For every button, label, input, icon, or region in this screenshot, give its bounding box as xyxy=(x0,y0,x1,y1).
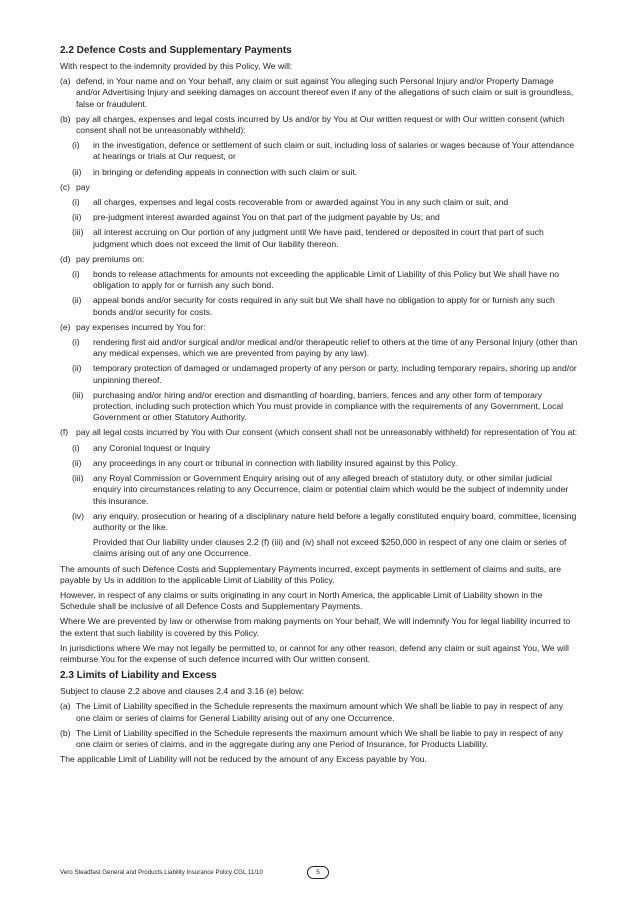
clause-label: (a) xyxy=(60,701,71,712)
subclause xyxy=(72,140,578,162)
clause-c-subitems xyxy=(72,197,578,250)
page-footer xyxy=(60,866,580,880)
paragraph: The amounts of such Defence Costs and Supplementary Payments incurred, except payments in settlement of claims and suits, are payable by Us in addition to the applicable Limit of Liability of this Policy. xyxy=(60,563,562,585)
subclause xyxy=(72,443,578,454)
clause-e xyxy=(60,322,578,333)
subclause xyxy=(72,227,578,249)
subclause-text: any enquiry, prosecution or hearing of a disciplinary nature held before a legally constituted enquiry board, committee, licensing authority or the like. xyxy=(93,510,577,532)
subclause xyxy=(72,511,578,533)
clause-label: (d) xyxy=(60,253,71,264)
subclause xyxy=(72,269,578,291)
clause-a xyxy=(60,76,578,110)
subclause-label: (i) xyxy=(72,197,80,208)
subclause-text: appeal bonds and/or security for costs required in any suit but We shall have no obligation to apply for or furnish any such bonds and/or security for costs. xyxy=(93,295,555,317)
subclause-label: (iii) xyxy=(72,473,84,484)
paragraph: In jurisdictions where We may not legally be permitted to, or cannot for any other reason, defend any claim or suit against You, We will reimburse You for the expense of such defence incurred with Our written consent. xyxy=(60,642,569,664)
clause-text: pay premiums on: xyxy=(76,253,145,264)
subclause-label: (i) xyxy=(72,140,80,151)
clause-text: defend, in Your name and on Your behalf, any claim or suit against You alleging such Personal Injury and/or Property Damage and/or Advertising Injury and seeking damages on account thereof even if any of the allegations of such claim or suit is groundless, false or fraudulent. xyxy=(76,76,574,109)
subclause-text: in the investigation, defence or settlement of such claim or suit, including loss of salaries or wages because of Your attendance at hearings or trials at Our request, or xyxy=(93,140,575,162)
clause-text: pay all charges, expenses and legal costs incurred by Us and/or by You at Our written request or with Our written consent (which consent shall not be unreasonably withheld): xyxy=(76,113,565,136)
subclause-text: purchasing and/or hiring and/or erection and dismantling of hoarding, barriers, fences and any other form of temporary protection, including such protection which You must provide in compliance with the requirements of any Government, Local Government or other Statutory Authority. xyxy=(93,389,564,423)
clause-d-subitems xyxy=(72,269,578,318)
clause-label: (b) xyxy=(60,727,71,738)
paragraph: The applicable Limit of Liability will not be reduced by the amount of any Excess payable by You. xyxy=(60,754,427,765)
clause-b xyxy=(60,114,578,136)
subclause xyxy=(72,167,578,178)
subclause-label: (i) xyxy=(72,337,80,348)
section-heading-2-3: 2.3 Limits of Liability and Excess xyxy=(60,670,217,682)
subclause-text: all charges, expenses and legal costs recoverable from or awarded against You in any such claim or suit, and xyxy=(93,197,509,208)
clause-a xyxy=(60,701,578,723)
subclause-label: (ii) xyxy=(72,212,82,223)
clause-text: The Limit of Liability specified in the Schedule represents the maximum amount which We shall be liable to pay in respect of any one claim or series of claims, and in the aggregate during any one Period of Insurance, for Products Liability. xyxy=(76,727,564,749)
subclause xyxy=(72,295,578,317)
clause-label: (c) xyxy=(60,181,71,192)
clause-text: pay expenses incurred by You for: xyxy=(76,321,206,332)
subclause-text: temporary protection of damaged or undamaged property of any person or party, including temporary repairs, shoring up and/or unpinning thereof. xyxy=(93,363,577,385)
clause-text: The Limit of Liability specified in the Schedule represents the maximum amount which We shall be liable to pay in respect of any one claim or series of claims for General Liability arising out of any one Occurrence. xyxy=(76,701,564,723)
clause-b xyxy=(60,728,578,750)
clause-f xyxy=(60,427,578,438)
subclause xyxy=(72,337,578,359)
clause-label: (a) xyxy=(60,76,71,87)
section-heading-2-2: 2.2 Defence Costs and Supplementary Payments xyxy=(60,45,292,56)
page-number: 5 xyxy=(307,866,329,879)
footer-policy-title: Vero Steadfast General and Products Liability Insurance Policy CGL 11/10 xyxy=(60,869,263,876)
subclause-label: (ii) xyxy=(72,295,82,306)
clause-d xyxy=(60,254,578,265)
subclause-label: (ii) xyxy=(72,457,82,468)
clause-text: pay all legal costs incurred by You with Our consent (which consent shall not be unreasonably withheld) for representation of You at: xyxy=(76,427,578,438)
section-intro: Subject to clause 2.2 above and clauses 2.4 and 3.16 (e) below: xyxy=(60,686,305,697)
subclause-label: (i) xyxy=(72,442,80,453)
subclause xyxy=(72,212,578,223)
clause-c xyxy=(60,182,578,193)
subclause-text: in bringing or defending appeals in connection with such claim or suit. xyxy=(93,166,358,177)
clause-e-subitems xyxy=(72,337,578,423)
subclause xyxy=(72,473,578,507)
subclause-label: (ii) xyxy=(72,363,82,374)
subclause xyxy=(72,458,578,469)
clause-b-subitems xyxy=(72,140,578,178)
subclause xyxy=(72,363,578,385)
subclause-label: (i) xyxy=(72,269,80,280)
subclause xyxy=(72,390,578,424)
subclause-label: (ii) xyxy=(72,166,82,177)
clause-text: pay xyxy=(76,181,90,192)
subclause-label: (iv) xyxy=(72,510,84,521)
subclause-text: any proceedings in any court or tribunal in connection with liability insured against by this Policy. xyxy=(93,457,458,468)
clause-label: (b) xyxy=(60,113,71,124)
clause-label: (f) xyxy=(60,427,69,438)
paragraph: However, in respect of any claims or suits originating in any court in North America, the applicable Limit of Liability shown in the Schedule shall be inclusive of all Defence Costs and Supplementary Payments. xyxy=(60,589,543,612)
subclause-label: (iii) xyxy=(72,389,84,400)
subclause-text: any Coronial Inquest or Inquiry xyxy=(93,442,211,453)
paragraph: Where We are prevented by law or otherwise from making payments on Your behalf, We will indemnify You for legal liability incurred to the extent that such liability is covered by this Policy. xyxy=(60,616,571,638)
proviso-text: Provided that Our liability under clauses 2.2 (f) (iii) and (iv) shall not exceed $250,000 in respect of any one claim or series of claims arising out of any one Occurrence. xyxy=(93,537,567,559)
subclause-label: (iii) xyxy=(72,227,84,238)
subclause-text: any Royal Commission or Government Enquiry arising out of any alleged breach of statutory duty, or other similar judicial enquiry into circumstances relating to any Occurrence, claim or potential claim which would be the subject of indemnity under this insurance. xyxy=(93,473,569,506)
subclause-text: bonds to release attachments for amounts not exceeding the applicable Limit of Liability of this Policy but We shall have no obligation to apply for or furnish any such bond. xyxy=(93,269,560,291)
subclause-text: pre-judgment interest awarded against You on that part of the judgment payable by Us; and xyxy=(93,212,440,223)
subclause-text: all interest accruing on Our portion of any judgment until We have paid, tendered or deposited in court that part of such judgment which does not exceed the limit of Our liability thereon. xyxy=(93,227,544,249)
subclause xyxy=(72,197,578,208)
subclause-text: rendering first aid and/or surgical and/or medical and/or therapeutic relief to others at the time of any Personal Injury (other than any medical expenses, which we are prevented from paying by any law). xyxy=(93,337,578,359)
section-intro: With respect to the indemnity provided by this Policy, We will: xyxy=(60,61,293,71)
clause-label: (e) xyxy=(60,321,71,332)
clause-f-subitems xyxy=(72,443,578,533)
